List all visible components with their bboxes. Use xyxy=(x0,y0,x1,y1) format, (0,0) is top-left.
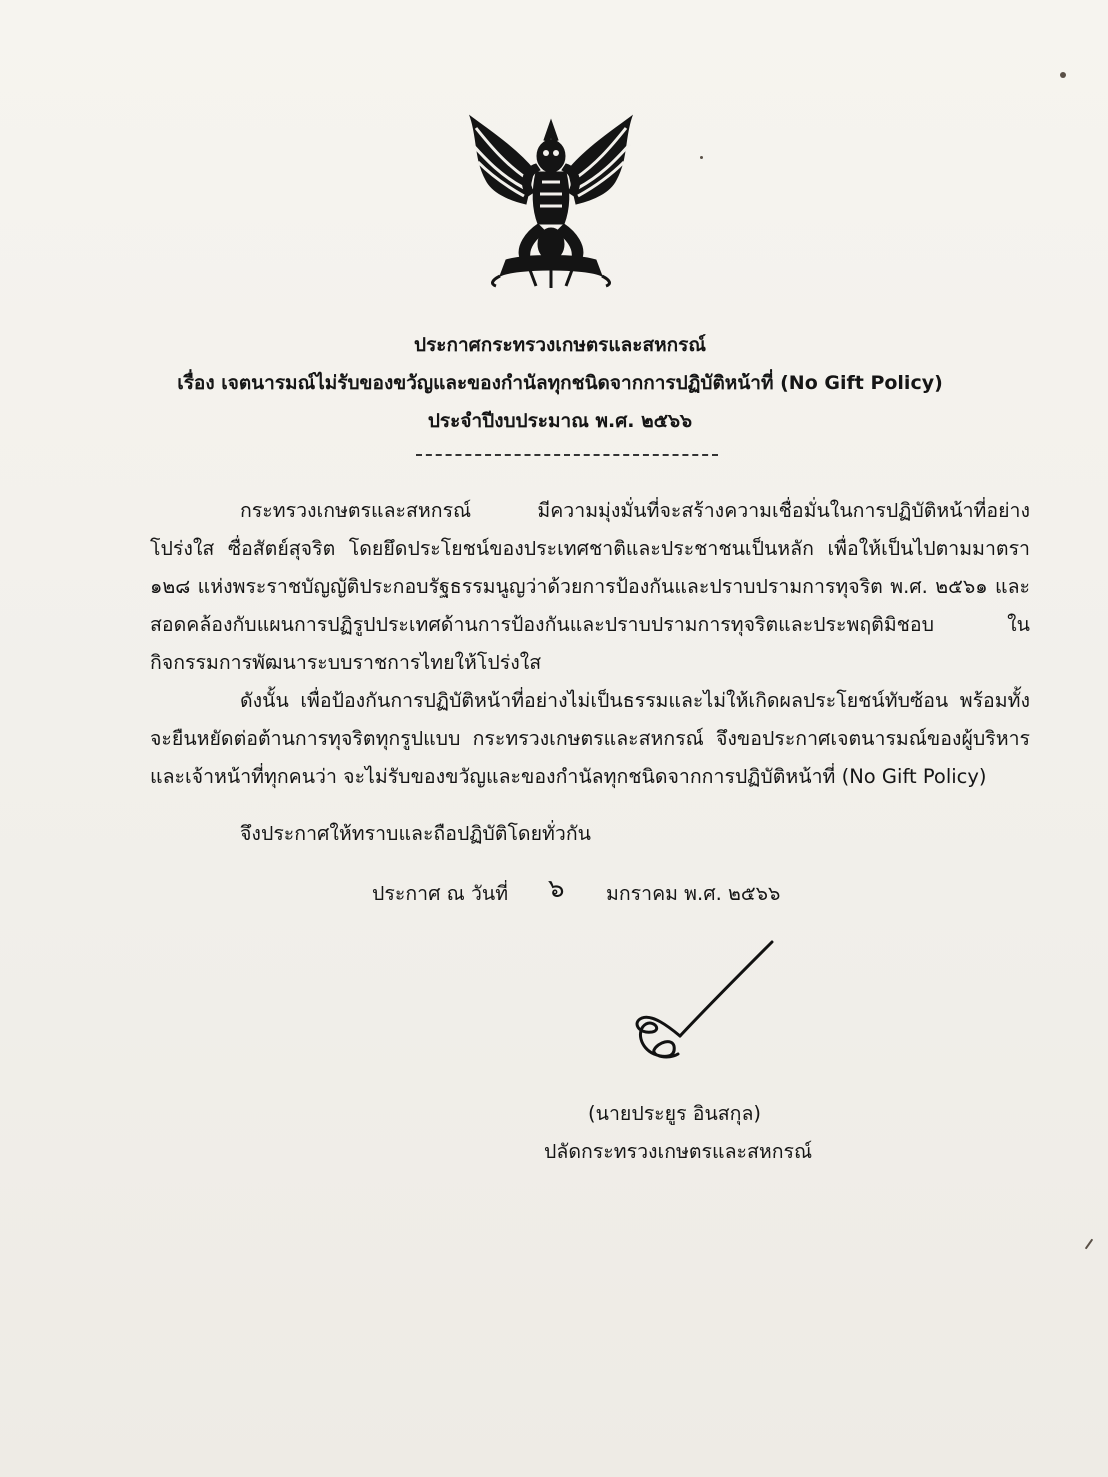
paper-speck xyxy=(1085,1239,1094,1250)
signatory-name: (นายประยูร อินสกุล) xyxy=(588,1102,762,1125)
announcement-title: ประกาศกระทรวงเกษตรและสหกรณ์ xyxy=(414,334,706,356)
body-paragraph-1: กระทรวงเกษตรและสหกรณ์ มีความมุ่งมั่นที่จะสร้างความเชื่อมั่นในการปฏิบัติหน้าที่อย่างโปร่งใส ซื่อสัตย์สุจริต โดยยึดประโยชน์ของประเทศชาติและประชาชนเป็นหลัก เพื่อให้เป็นไปตามมาตรา ๑๒๘ แห่งพระราชบัญญัติประกอบรัฐธรรมนูญว่าด้วยการป้องกันและปราบปรามการทุจริต พ.ศ. ๒๕๖๑ และสอดคล้องกับแผนการปฏิรูปประเทศด้านการป้องกันและปราบปรามการทุจริตและประพฤติมิชอบ ในกิจกรรมการพัฒนาระบบราชการไทยให้โปร่งใส xyxy=(150,499,1030,674)
handwritten-signature xyxy=(628,936,778,1066)
announcement-subject: เรื่อง เจตนารมณ์ไม่รับของขวัญและของกำนัลทุกชนิดจากการปฏิบัติหน้าที่ (No Gift Policy) xyxy=(177,372,943,394)
signatory-position: ปลัดกระทรวงเกษตรและสหกรณ์ xyxy=(544,1140,813,1163)
fiscal-year: ประจำปีงบประมาณ พ.ศ. ๒๕๖๖ xyxy=(427,410,693,432)
body-paragraph-2: ดังนั้น เพื่อป้องกันการปฏิบัติหน้าที่อย่างไม่เป็นธรรมและไม่ให้เกิดผลประโยชน์ทับซ้อน พร้อมทั้งจะยืนหยัดต่อต้านการทุจริตทุกรูปแบบ กระทรวงเกษตรและสหกรณ์ จึงขอประกาศเจตนารมณ์ของผู้บริหารและเจ้าหน้าที่ทุกคนว่า จะไม่รับของขวัญและของกำนัลทุกชนิดจากการปฏิบัติหน้าที่ (No Gift Policy) xyxy=(150,689,1030,788)
title-divider xyxy=(416,454,718,456)
date-day: ๖ xyxy=(548,874,565,904)
date-month-year: มกราคม พ.ศ. ๒๕๖๖ xyxy=(606,882,781,905)
closing-sentence: จึงประกาศให้ทราบและถือปฏิบัติโดยทั่วกัน xyxy=(240,822,591,845)
paper-speck xyxy=(1060,72,1066,78)
date-prefix: ประกาศ ณ วันที่ xyxy=(372,882,509,905)
garuda-emblem-icon xyxy=(456,108,646,298)
paper-speck xyxy=(700,156,703,159)
